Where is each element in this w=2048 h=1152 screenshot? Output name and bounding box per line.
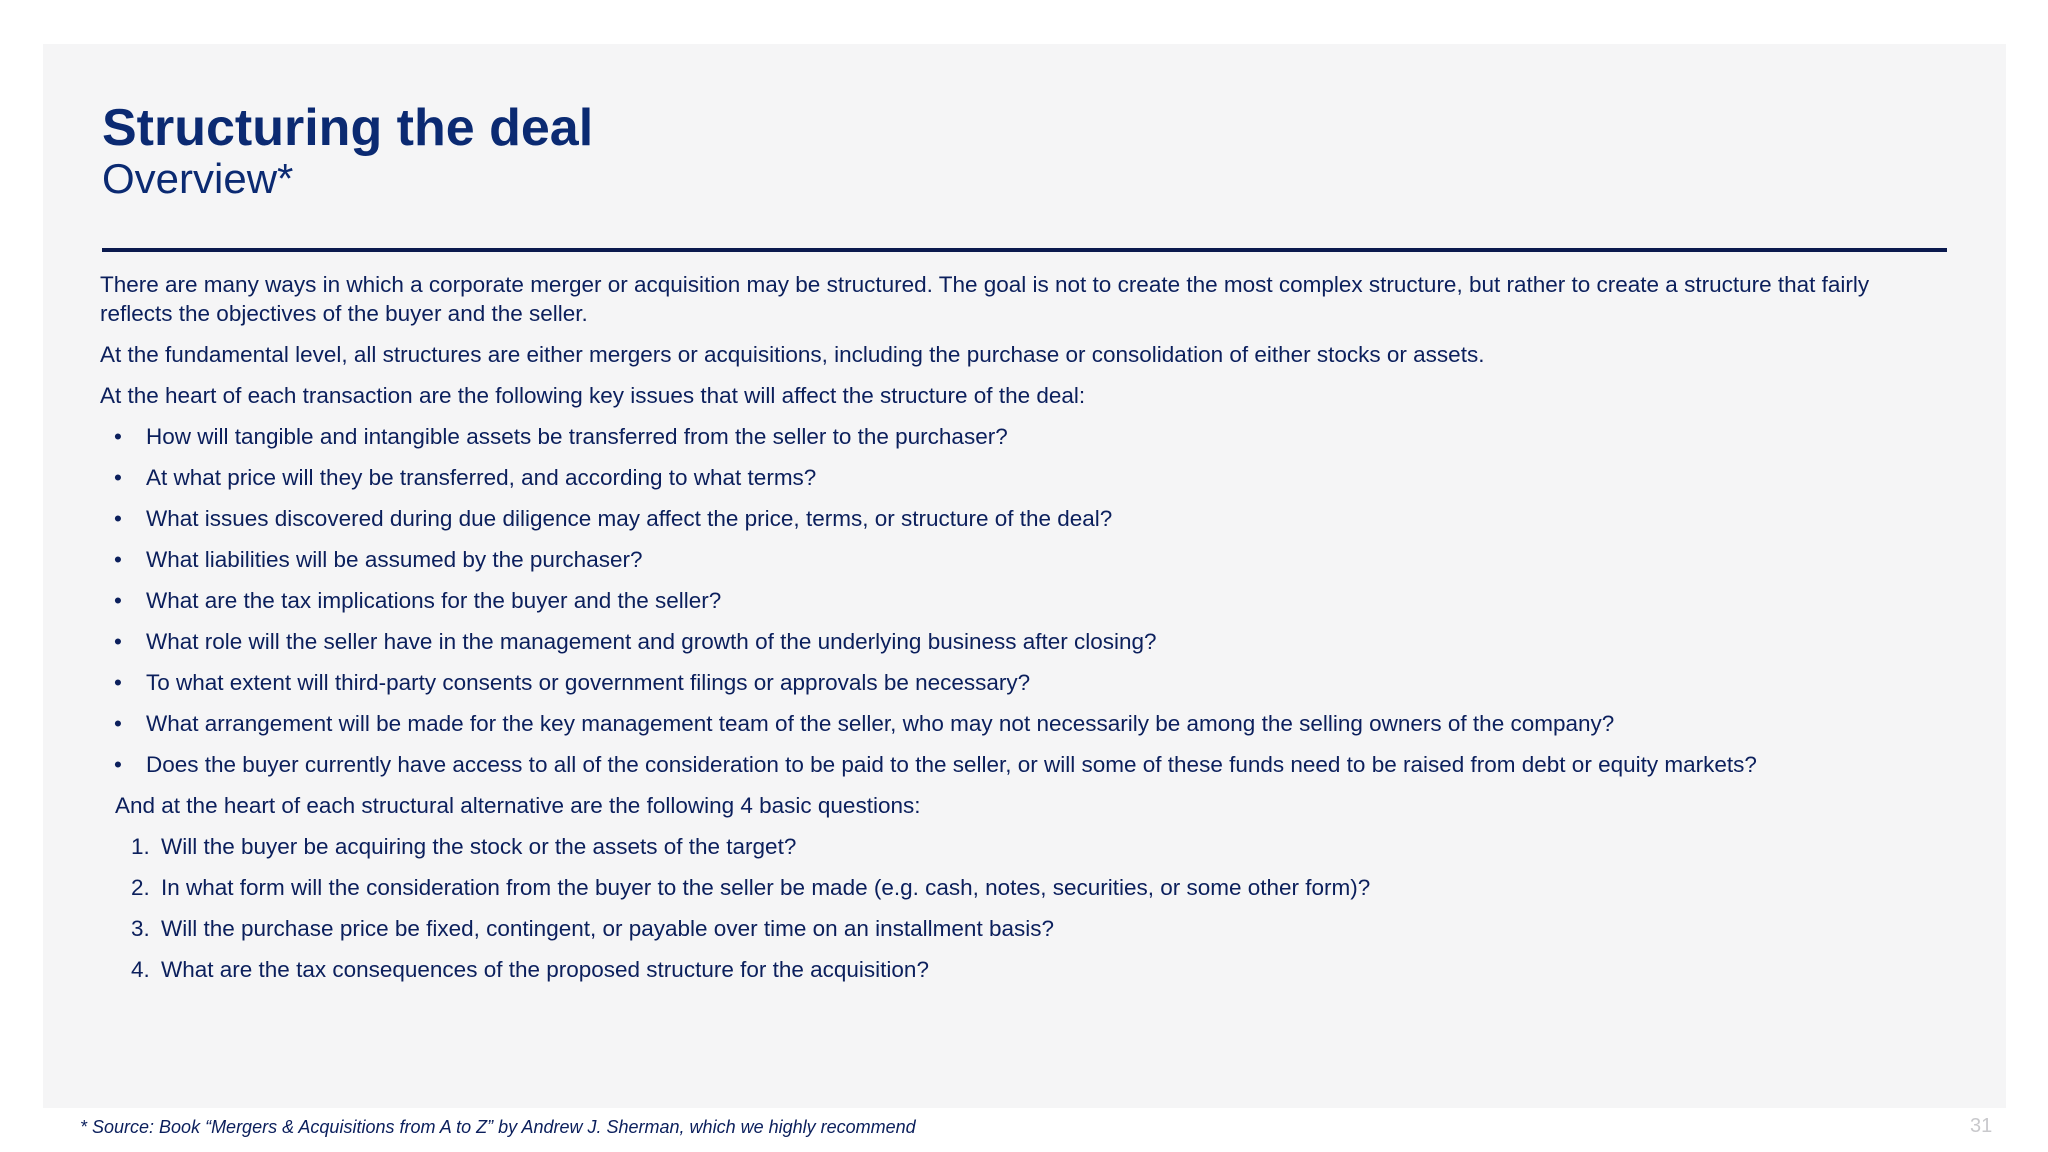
bullet-icon: • [114, 588, 122, 613]
list-item-text: What role will the seller have in the management and growth of the underlying business after closing? [146, 629, 1157, 654]
list-item [100, 463, 1900, 492]
item-number: 1. [131, 834, 150, 859]
bullet-icon: • [114, 629, 122, 654]
numbered-item [100, 832, 1900, 861]
list-item [100, 668, 1900, 697]
list-item-text: What are the tax implications for the buyer and the seller? [146, 588, 722, 613]
item-number: 4. [131, 957, 150, 982]
basic-questions-lead: And at the heart of each structural alternative are the following 4 basic questions: [115, 793, 921, 818]
list-item-text: What arrangement will be made for the key management team of the seller, who may not necessarily be among the selling owners of the company? [146, 711, 1615, 736]
key-issues-paragraph: At the heart of each transaction are the following key issues that will affect the structure of the deal: [100, 383, 1086, 408]
basic-questions-list [100, 832, 1900, 984]
list-item-text: Does the buyer currently have access to all of the consideration to be paid to the seller, or will some of these funds need to be raised from debt or equity markets? [146, 752, 1757, 777]
numbered-item [100, 873, 1900, 902]
list-item-text: What liabilities will be assumed by the purchaser? [146, 547, 643, 572]
numbered-item-text: Will the purchase price be fixed, contingent, or payable over time on an installment basis? [161, 916, 1054, 941]
list-item-text: To what extent will third-party consents or government filings or approvals be necessary? [146, 670, 1031, 695]
list-item-text: What issues discovered during due diligence may affect the price, terms, or structure of the deal? [146, 506, 1113, 531]
list-item [100, 709, 1900, 738]
bullet-icon: • [114, 670, 122, 695]
list-item [100, 422, 1900, 451]
slide-subtitle: Overview* [102, 155, 294, 202]
list-item [100, 750, 1900, 779]
numbered-item-text: Will the buyer be acquiring the stock or the assets of the target? [161, 834, 797, 859]
numbered-item [100, 955, 1900, 984]
list-item-text: At what price will they be transferred, and according to what terms? [146, 465, 817, 490]
bullet-icon: • [114, 547, 122, 572]
intro-paragraph: There are many ways in which a corporate merger or acquisition may be structured. The goal is not to create the most complex structure, but rather to create a structure that fairly reflects the objectives of the buyer and the seller. [100, 272, 1870, 326]
bullet-icon: • [114, 506, 122, 531]
bullet-icon: • [114, 711, 122, 736]
slide-title: Structuring the deal [102, 99, 594, 157]
slide-body [100, 270, 1900, 996]
list-item [100, 545, 1900, 574]
item-number: 2. [131, 875, 150, 900]
list-item [100, 586, 1900, 615]
list-item [100, 504, 1900, 533]
bullet-icon: • [114, 752, 122, 777]
numbered-item-text: What are the tax consequences of the proposed structure for the acquisition? [161, 957, 929, 982]
source-footnote: * Source: Book “Mergers & Acquisitions from A to Z” by Andrew J. Sherman, which we highly recommend [80, 1117, 916, 1137]
list-item-text: How will tangible and intangible assets be transferred from the seller to the purchaser? [146, 424, 1008, 449]
title-divider [102, 248, 1947, 252]
bullet-icon: • [114, 465, 122, 490]
key-issues-list [100, 422, 1900, 779]
list-item [100, 627, 1900, 656]
fundamental-paragraph: At the fundamental level, all structures are either mergers or acquisitions, including the purchase or consolidation of either stocks or assets. [100, 342, 1485, 367]
bullet-icon: • [114, 424, 122, 449]
numbered-item-text: In what form will the consideration from the buyer to the seller be made (e.g. cash, notes, securities, or some other form)? [161, 875, 1371, 900]
item-number: 3. [131, 916, 150, 941]
numbered-item [100, 914, 1900, 943]
page-number: 31 [1970, 1115, 1993, 1137]
